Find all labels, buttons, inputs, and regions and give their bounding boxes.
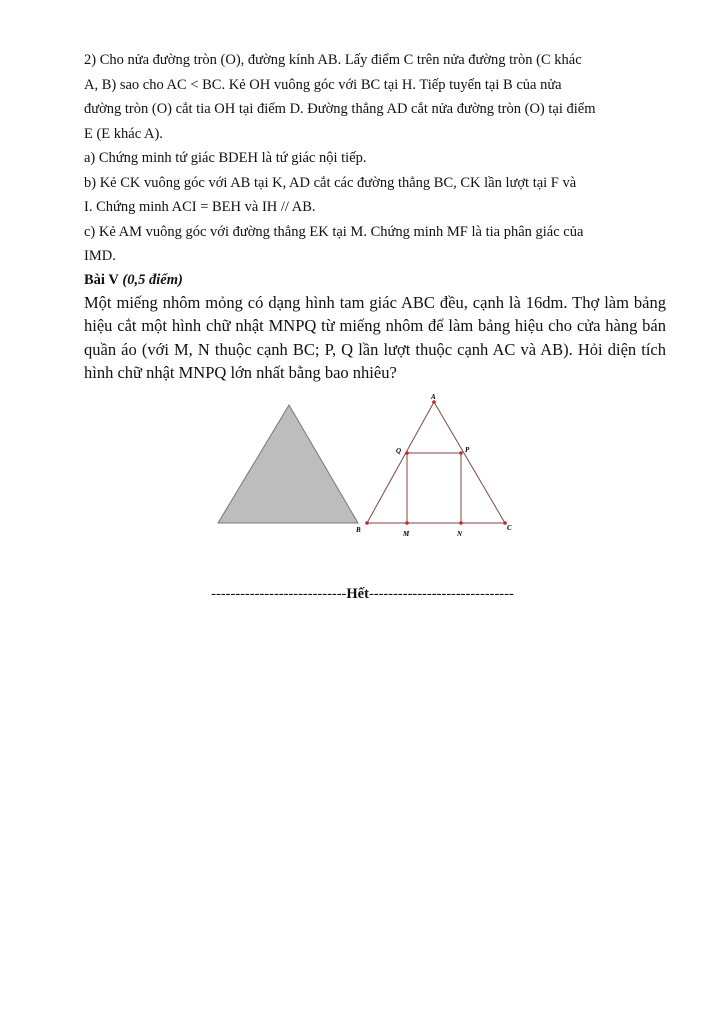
label-q: Q [396, 447, 402, 455]
point-n [459, 521, 463, 525]
label-p: P [465, 446, 470, 454]
problem2-line1: 2) Cho nửa đường tròn (O), đường kính AB. Lấy điểm C trên nửa đường tròn (C khác [84, 52, 582, 68]
point-m [405, 521, 409, 525]
document-body [84, 48, 666, 385]
problem2-line2: A, B) sao cho AC < BC. Kẻ OH vuông góc với BC tại H. Tiếp tuyến tại B của nửa [84, 76, 562, 93]
label-c: C [507, 524, 512, 532]
footer-left-dashes: ---------------------------- [211, 586, 347, 602]
figures-svg [210, 392, 530, 542]
bai5-heading-label: Bài V [84, 271, 119, 288]
point-q [405, 451, 409, 455]
figures [210, 392, 530, 542]
part-b-line2: I. Chứng minh ACI = BEH và IH // AB. [84, 199, 316, 215]
part-c-line1: c) Kẻ AM vuông góc với đường thẳng EK tại M. Chứng minh MF là tia phân giác của [84, 223, 584, 240]
bai5-text: Một miếng nhôm mỏng có dạng hình tam giác ABC đều, cạnh là 16dm. Thợ làm bảng hiệu cắt một hình chữ nhật MNPQ từ miếng nhôm để làm bảng hiệu cho cửa hàng bán quần áo (với M, N thuộc cạnh BC; P, Q lần lượt thuộc cạnh AC và AB). Hỏi diện tích hình chữ nhật MNPQ lớn nhất bằng bao nhiêu? [84, 292, 666, 382]
label-m: M [403, 530, 410, 538]
triangle-abc [367, 402, 505, 523]
bai5-heading [84, 269, 666, 291]
part-c-line2: IMD. [84, 248, 116, 264]
triangle-abc-diagram [355, 393, 512, 538]
point-p [459, 451, 463, 455]
point-b [365, 521, 369, 525]
problem2-line3: đường tròn (O) cắt tia OH tại điểm D. Đường thẳng AD cắt nửa đường tròn (O) tại điểm [84, 101, 596, 117]
part-b-line1: b) Kẻ CK vuông góc với AB tại K, AD cắt các đường thẳng BC, CK lần lượt tại F và [84, 174, 577, 191]
bai5-points: (0,5 điểm) [122, 271, 183, 288]
label-a: A [431, 393, 436, 401]
label-b: B [356, 526, 361, 534]
problem2-line4: E (E khác A). [84, 125, 163, 142]
label-n: N [457, 530, 463, 538]
part-a: a) Chứng minh tứ giác BDEH là tứ giác nội tiếp. [84, 150, 367, 166]
rectangle-mnpq [407, 453, 461, 523]
footer-word: Hết [346, 586, 369, 602]
footer-end-marker [0, 586, 725, 603]
filled-triangle [218, 405, 358, 523]
footer-right-dashes: ------------------------------ [368, 586, 514, 602]
